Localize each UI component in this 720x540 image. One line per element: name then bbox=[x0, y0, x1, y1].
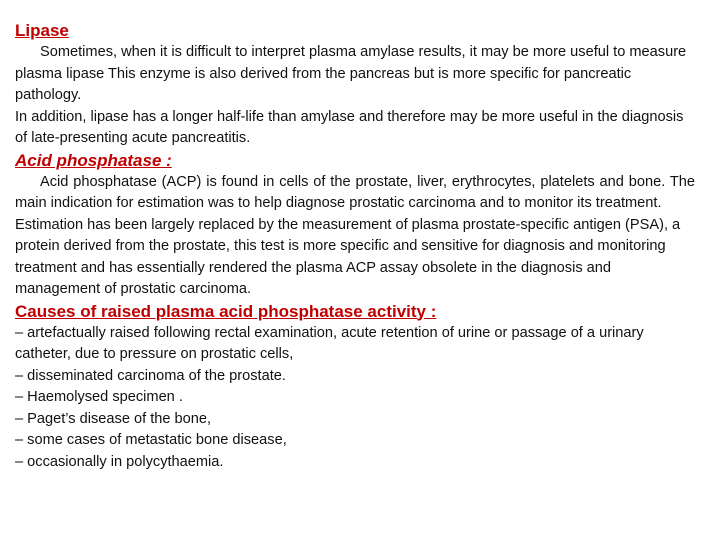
slide-content bbox=[15, 20, 695, 473]
list-item: – disseminated carcinoma of the prostate. bbox=[15, 367, 286, 384]
lipase-paragraph-2: In addition, lipase has a longer half-life than amylase and therefore may be more useful in the diagnosis of late-presenting acute pancreatitis. bbox=[15, 108, 684, 146]
list-item: – some cases of metastatic bone disease, bbox=[15, 432, 287, 448]
causes-list bbox=[15, 323, 695, 474]
list-item: – occasionally in polycythaemia. bbox=[15, 453, 224, 470]
acid-phosphatase-paragraph-2: Estimation has been largely replaced by the measurement of plasma prostate-specific antigen (PSA), a protein derived from the prostate, this test is more specific and sensitive for diagnosis and monitoring treatment and has essentially rendered the plasma ACP assay obsolete in the diagnosis and management of prostatic carcinoma. bbox=[15, 216, 681, 297]
acid-phosphatase-heading: Acid phosphatase : bbox=[15, 150, 172, 170]
list-item: – Haemolysed specimen . bbox=[15, 389, 183, 405]
acid-phosphatase-paragraph-1: Acid phosphatase (ACP) is found in cells of the prostate, liver, erythrocytes, platelets and bone. The main indication for estimation was to help diagnose prostatic carcinoma and to monitor its treatment. bbox=[15, 173, 695, 211]
list-item: – Paget’s disease of the bone, bbox=[15, 410, 212, 427]
lipase-heading: Lipase bbox=[15, 21, 69, 40]
lipase-paragraph-1: Sometimes, when it is difficult to interpret plasma amylase results, it may be more useful to measure plasma lipase This enzyme is also derived from the pancreas but is more specific for pancreatic pathology. bbox=[15, 44, 687, 103]
list-item: – artefactually raised following rectal examination, acute retention of urine or passage of a urinary catheter, due to pressure on prostatic cells, bbox=[15, 324, 644, 362]
causes-heading: Causes of raised plasma acid phosphatase activity : bbox=[15, 301, 437, 321]
